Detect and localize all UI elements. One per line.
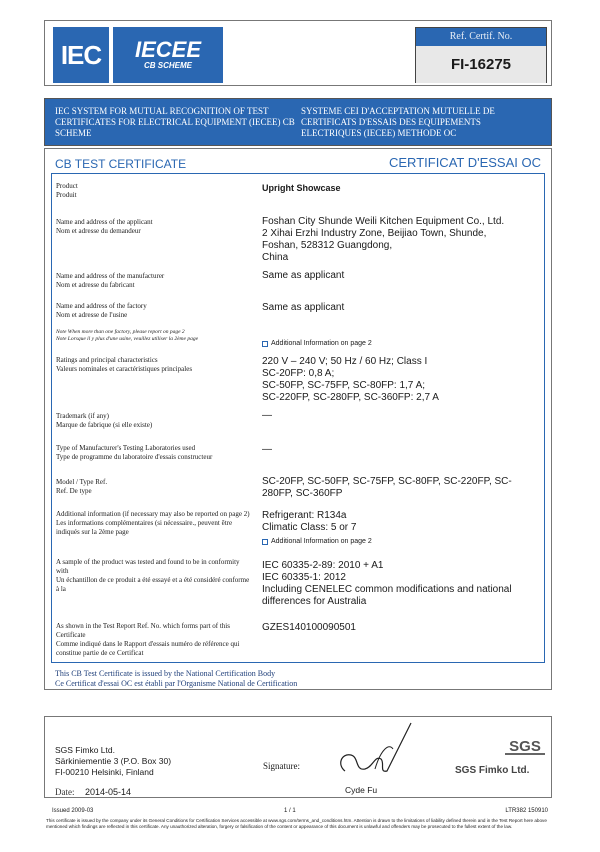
address-line: Särkiniementie 3 (P.O. Box 30) [55,756,172,766]
applicant-line: Foshan City Shunde Weili Kitchen Equipment Co., Ltd. [262,216,505,227]
address-line: FI-00210 Helsinki, Finland [55,767,154,777]
trademark-label-fr: Marque de fabrique (si elle existe) [56,421,153,429]
factory-value: Same as applicant [262,302,345,313]
issued-by-statement [55,669,297,689]
ref-certificate-box [415,27,547,83]
model-label [56,478,252,496]
report-label-en: As shown in the Test Report Ref. No. which forms part of this Certificate [56,622,230,639]
standards-line: IEC 60335-1: 2012 [262,572,346,583]
applicant-label-en: Name and address of the applicant [56,218,153,226]
standards-line: differences for Australia [262,596,367,607]
manufacturer-label-en: Name and address of the manufacturer [56,272,165,280]
issued-by-en: This CB Test Certificate is issued by the National Certification Body [55,669,276,678]
product-label-fr: Produit [56,191,77,199]
ratings-label [56,356,252,374]
ratings-line: SC-50FP, SC-75FP, SC-80FP: 1,7 A; [262,380,426,391]
report-label [56,622,252,658]
iec-logo [53,27,109,83]
manufacturer-label-fr: Nom et adresse du fabricant [56,281,135,289]
certificate-header [44,20,552,86]
applicant-line: Foshan, 528312 Guangdong, [262,240,393,251]
testing-lab-value: — [262,444,272,455]
document-meta [44,808,552,818]
standards-label [56,558,252,594]
model-value [262,476,542,500]
certification-body-footer [44,716,552,798]
product-label [56,182,252,200]
additional-value [262,510,542,534]
product-value: Upright Showcase [262,183,341,193]
report-value: GZES140100090501 [262,622,356,633]
iecee-cb-logo [113,27,223,83]
additional-line: Refrigerant: R134a [262,510,347,521]
additional-line: Climatic Class: 5 or 7 [262,522,357,533]
applicant-value [262,216,542,264]
testing-lab-label-en: Type of Manufacturer's Testing Laboratories used [56,444,196,452]
certificate-body [44,148,552,690]
report-label-fr: Comme indiqué dans le Rapport d'essais numéro de référence qui constitue partie de ce Certificat [56,640,240,657]
standards-line: IEC 60335-2-89: 2010 + A1 [262,560,384,571]
additional-label-en: Additional information (if necessary may also be reported on page 2) [56,510,250,518]
standards-label-en: A sample of the product was tested and found to be in conformity with [56,558,240,575]
standards-value [262,560,542,608]
standards-label-fr: Un échantillon de ce produit a été essayé et a été considéré conforme à la [56,576,250,593]
applicant-label [56,218,252,236]
issued-by-fr: Ce Certificat d'essai OC est établi par l'Organisme National de Certification [55,679,298,688]
ratings-value [262,356,542,404]
ref-certificate-number: FI-16275 [416,46,546,83]
factory-label-en: Name and address of the factory [56,302,147,310]
page-number: 1 / 1 [284,808,296,814]
model-label-fr: Ref. De type [56,487,92,495]
signer-name: Cyde Fu [345,785,378,795]
ratings-line: SC-220FP, SC-280FP, SC-360FP: 2,7 A [262,392,439,403]
issue-date [55,787,131,797]
iecee-logo-text: IECEE [134,37,202,62]
certificate-title-en: CB TEST CERTIFICATE [55,157,187,171]
model-line: SC-20FP, SC-50FP, SC-75FP, SC-80FP, SC-220FP, SC- [262,476,512,487]
additional-label-fr: Les informations complémentaires (si nécessaire., peuvent être indiqués sur la 2ème page [56,519,233,536]
scheme-name-en: IEC SYSTEM FOR MUTUAL RECOGNITION OF TEST CERTIFICATES FOR ELECTRICAL EQUIPMENT (IECEE) CB SCHEME [55,106,295,138]
additional-info-label: Additional Information on page 2 [271,340,372,347]
factory-note-en: Note When more than one factory, please report on page 2 [56,329,185,335]
standards-line: Including CENELEC common modifications and national [262,584,512,595]
sgs-logo: SGS [505,739,545,755]
manufacturer-value: Same as applicant [262,270,345,281]
scheme-name-fr: SYSTEME CEI D'ACCEPTATION MUTUELLE DE CERTIFICATS D'ESSAIS DES EQUIPEMENTS ELECTRIQUES (IECEE) METHODE OC [301,106,495,138]
manufacturer-label [56,272,252,290]
applicant-line: China [262,252,289,263]
certificate-fields [51,173,545,663]
certification-body-address [55,745,171,778]
handwritten-signature [315,719,435,791]
ratings-line: 220 V – 240 V; 50 Hz / 60 Hz; Class I [262,356,428,367]
applicant-label-fr: Nom et adresse du demandeur [56,227,141,235]
ref-certificate-label: Ref. Certif. No. [416,28,546,46]
testing-lab-label-fr: Type de programme du laboratoire d'essais constructeur [56,453,213,461]
trademark-value: — [262,410,272,421]
trademark-label-en: Trademark (if any) [56,412,110,420]
scheme-banner [44,98,552,146]
model-line: 280FP, SC-360FP [262,488,343,499]
factory-label-fr: Nom et adresse de l'usine [56,311,128,319]
form-code: LTR382 150910 [505,808,548,814]
trademark-label [56,412,252,430]
additional-info-checkbox-b [262,538,372,545]
ratings-line: SC-20FP: 0,8 A; [262,368,335,379]
additional-info-label: Additional Information on page 2 [271,538,372,545]
date-value: 2014-05-14 [85,787,132,797]
additional-info-label-block [56,510,252,537]
applicant-line: 2 Xihai Erzhi Industry Zone, Beijiao Town, Shunde, [262,228,487,239]
factory-note [56,329,256,343]
checkbox-icon [262,341,268,347]
address-line: SGS Fimko Ltd. [55,745,115,755]
iec-logo-text: IEC [60,39,102,70]
model-label-en: Model / Type Ref. [56,478,108,486]
cb-scheme-logo-text: CB SCHEME [143,61,192,70]
sgs-company-name: SGS Fimko Ltd. [455,765,530,776]
ratings-label-fr: Valeurs nominales et caractéristiques principales [56,365,193,373]
signature-label: Signature: [263,761,300,771]
testing-lab-label [56,444,252,462]
legal-disclaimer: This certificate is issued by the company under its General Conditions for Certification Services accessible at www.sgs.com/terms_and_conditions.htm. Attention is drawn to the limitations of liability defined therein and in the Test Report here above mentioned which findings are reflected in this certificate. Any unauthorized alteration, forgery or falsification of the content or appearance of this document is unlawful and offenders may be prosecuted to the fullest extent of the law. [46,818,547,829]
factory-label [56,302,252,320]
checkbox-icon [262,539,268,545]
additional-info-checkbox-a [262,340,372,347]
form-issued-date: Issued 2009-03 [52,808,94,814]
factory-note-fr: Note Lorsque il y plus d'une usine, veuillez utiliser la 2ème page [56,336,199,342]
product-label-en: Product [56,182,78,190]
certificate-title-fr: CERTIFICAT D'ESSAI OC [388,155,541,170]
ratings-label-en: Ratings and principal characteristics [56,356,158,364]
date-label: Date: [55,787,75,797]
